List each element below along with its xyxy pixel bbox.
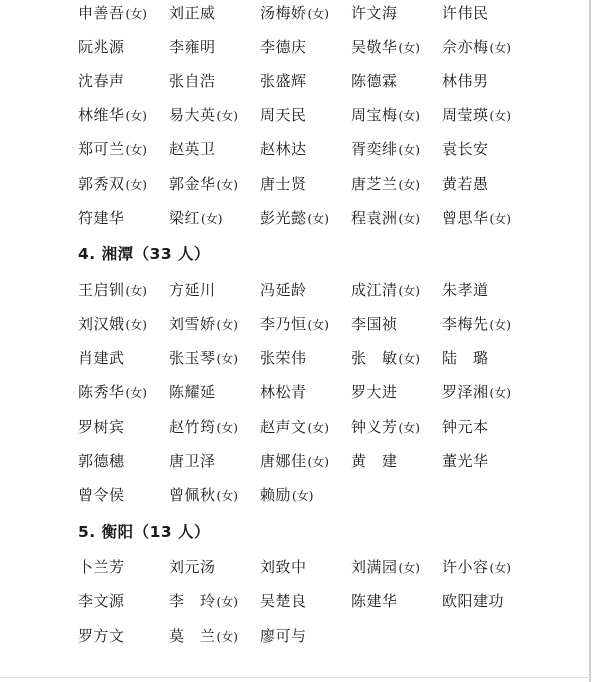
female-marker: (女) [307, 211, 329, 226]
female-marker: (女) [489, 109, 511, 124]
name-entry [351, 70, 442, 91]
name-entry [169, 70, 260, 91]
person-name: 董光华 [442, 451, 489, 470]
name-entry [260, 450, 351, 471]
name-entry [169, 556, 260, 577]
person-name: 王启钏 [78, 280, 125, 299]
person-name: 赵竹筠 [169, 417, 216, 436]
name-entry [78, 173, 169, 194]
name-row [78, 307, 578, 341]
name-entry [442, 450, 533, 471]
person-name: 陈秀华 [78, 383, 125, 402]
name-entry [351, 36, 442, 57]
female-marker: (女) [125, 386, 147, 401]
person-name: 卜兰芳 [78, 558, 125, 577]
name-entry [442, 207, 533, 228]
name-entry [260, 556, 351, 577]
female-marker: (女) [125, 177, 147, 192]
name-entry [169, 590, 260, 611]
female-marker: (女) [398, 420, 420, 435]
person-name: 许文海 [351, 3, 398, 22]
person-name: 梁红 [169, 208, 201, 227]
female-marker: (女) [307, 6, 329, 21]
person-name: 冯延龄 [260, 280, 307, 299]
name-entry [351, 416, 442, 437]
person-name: 林维华 [78, 106, 125, 125]
name-entry [442, 36, 533, 57]
person-name: 李德庆 [260, 37, 307, 56]
name-entry [78, 416, 169, 437]
name-entry [78, 381, 169, 402]
female-marker: (女) [489, 386, 511, 401]
person-name: 张盛辉 [260, 71, 307, 90]
section-0 [78, 0, 578, 234]
name-row [78, 477, 578, 511]
name-entry [260, 70, 351, 91]
name-entry [442, 138, 533, 159]
name-entry [351, 279, 442, 300]
female-marker: (女) [489, 40, 511, 55]
name-row [78, 200, 578, 234]
female-marker: (女) [216, 318, 238, 333]
person-name: 许伟民 [442, 3, 489, 22]
name-entry [442, 347, 533, 368]
person-name: 赵林达 [260, 140, 307, 159]
name-entry [78, 2, 169, 23]
name-entry [169, 416, 260, 437]
female-marker: (女) [216, 352, 238, 367]
person-name: 申善吾 [78, 3, 125, 22]
female-marker: (女) [292, 489, 314, 504]
name-row [78, 341, 578, 375]
name-entry [169, 450, 260, 471]
person-name: 刘汉娥 [78, 315, 125, 334]
female-marker: (女) [216, 420, 238, 435]
person-name: 刘正威 [169, 3, 216, 22]
female-marker: (女) [398, 40, 420, 55]
person-name: 李 玲 [169, 592, 216, 611]
female-marker: (女) [489, 561, 511, 576]
name-row [78, 409, 578, 443]
name-entry [78, 279, 169, 300]
name-row [78, 272, 578, 306]
name-entry [260, 104, 351, 125]
name-entry [260, 416, 351, 437]
name-entry [78, 36, 169, 57]
name-entry [351, 138, 442, 159]
person-name: 刘致中 [260, 558, 307, 577]
name-entry [351, 450, 442, 471]
name-entry [442, 590, 533, 611]
name-entry [78, 556, 169, 577]
female-marker: (女) [489, 211, 511, 226]
person-name: 沈春声 [78, 71, 125, 90]
person-name: 罗树宾 [78, 417, 125, 436]
person-name: 唐卫泽 [169, 451, 216, 470]
name-entry [442, 279, 533, 300]
person-name: 李乃恒 [260, 315, 307, 334]
person-name: 肖建武 [78, 349, 125, 368]
person-name: 莫 兰 [169, 626, 216, 645]
name-entry [78, 313, 169, 334]
name-row [78, 0, 578, 29]
name-row [78, 132, 578, 166]
person-name: 刘满园 [351, 558, 398, 577]
person-name: 张 敏 [351, 349, 398, 368]
person-name: 陈耀延 [169, 383, 216, 402]
person-name: 张玉琴 [169, 349, 216, 368]
name-row [78, 375, 578, 409]
person-name: 易大英 [169, 106, 216, 125]
name-entry [442, 70, 533, 91]
person-name: 胥奕绯 [351, 140, 398, 159]
person-name: 罗大进 [351, 383, 398, 402]
name-row [78, 166, 578, 200]
person-name: 曾令侯 [78, 486, 125, 505]
person-name: 吴敬华 [351, 37, 398, 56]
person-name: 郭德穗 [78, 451, 125, 470]
person-name: 曾思华 [442, 208, 489, 227]
name-entry [260, 2, 351, 23]
name-list-document [78, 0, 578, 652]
female-marker: (女) [307, 454, 329, 469]
name-entry [260, 347, 351, 368]
name-entry [78, 590, 169, 611]
page-edge-bottom [0, 677, 592, 678]
person-name: 佘亦梅 [442, 37, 489, 56]
female-marker: (女) [125, 318, 147, 333]
name-entry [351, 556, 442, 577]
section-1 [78, 234, 578, 511]
person-name: 赵声文 [260, 417, 307, 436]
name-entry [260, 625, 351, 646]
person-name: 周天民 [260, 106, 307, 125]
name-entry [260, 207, 351, 228]
person-name: 林松青 [260, 383, 307, 402]
name-entry [169, 104, 260, 125]
person-name: 李梅先 [442, 315, 489, 334]
person-name: 钟义芳 [351, 417, 398, 436]
person-name: 朱孝道 [442, 280, 489, 299]
name-entry [78, 70, 169, 91]
name-entry [351, 173, 442, 194]
person-name: 周莹瑛 [442, 106, 489, 125]
person-name: 程袁洲 [351, 208, 398, 227]
name-entry [78, 450, 169, 471]
person-name: 刘元汤 [169, 558, 216, 577]
female-marker: (女) [398, 211, 420, 226]
person-name: 廖可与 [260, 626, 307, 645]
name-entry [260, 590, 351, 611]
person-name: 成江清 [351, 280, 398, 299]
page-edge [589, 0, 591, 682]
name-entry [169, 347, 260, 368]
name-entry [442, 173, 533, 194]
person-name: 李文源 [78, 592, 125, 611]
name-entry [351, 590, 442, 611]
person-name: 罗方文 [78, 626, 125, 645]
person-name: 陈德霖 [351, 71, 398, 90]
female-marker: (女) [216, 595, 238, 610]
female-marker: (女) [125, 6, 147, 21]
person-name: 方延川 [169, 280, 216, 299]
name-entry [442, 416, 533, 437]
name-entry [78, 207, 169, 228]
person-name: 黄 建 [351, 451, 398, 470]
person-name: 袁长安 [442, 140, 489, 159]
person-name: 李国祯 [351, 315, 398, 334]
person-name: 郭金华 [169, 174, 216, 193]
name-entry [169, 313, 260, 334]
person-name: 赖励 [260, 486, 292, 505]
person-name: 符建华 [78, 208, 125, 227]
person-name: 刘雪娇 [169, 315, 216, 334]
female-marker: (女) [489, 318, 511, 333]
section-heading: 5. 衡阳（13 人） [78, 522, 211, 541]
person-name: 彭光懿 [260, 208, 307, 227]
person-name: 郑可兰 [78, 140, 125, 159]
name-entry [78, 138, 169, 159]
name-entry [169, 484, 260, 505]
person-name: 汤梅娇 [260, 3, 307, 22]
name-row [78, 550, 578, 584]
female-marker: (女) [216, 109, 238, 124]
name-entry [260, 484, 351, 505]
name-entry [442, 313, 533, 334]
person-name: 钟元本 [442, 417, 489, 436]
name-entry [169, 279, 260, 300]
name-entry [351, 207, 442, 228]
name-entry [169, 36, 260, 57]
name-row [78, 63, 578, 97]
name-entry [442, 104, 533, 125]
section-heading: 4. 湘潭（33 人） [78, 245, 211, 264]
name-entry [442, 2, 533, 23]
person-name: 周宝梅 [351, 106, 398, 125]
person-name: 林伟男 [442, 71, 489, 90]
person-name: 张自浩 [169, 71, 216, 90]
name-row [78, 98, 578, 132]
female-marker: (女) [307, 318, 329, 333]
female-marker: (女) [125, 109, 147, 124]
name-row [78, 29, 578, 63]
person-name: 陈建华 [351, 592, 398, 611]
female-marker: (女) [216, 629, 238, 644]
female-marker: (女) [216, 489, 238, 504]
female-marker: (女) [398, 177, 420, 192]
name-entry [260, 279, 351, 300]
name-entry [351, 104, 442, 125]
female-marker: (女) [216, 177, 238, 192]
section-2 [78, 512, 578, 653]
name-entry [78, 347, 169, 368]
name-entry [260, 36, 351, 57]
person-name: 阮兆源 [78, 37, 125, 56]
female-marker: (女) [307, 420, 329, 435]
person-name: 李雍明 [169, 37, 216, 56]
name-entry [260, 381, 351, 402]
person-name: 唐士贤 [260, 174, 307, 193]
female-marker: (女) [201, 211, 223, 226]
name-entry [351, 2, 442, 23]
female-marker: (女) [398, 143, 420, 158]
person-name: 罗泽湘 [442, 383, 489, 402]
name-entry [442, 556, 533, 577]
person-name: 唐芝兰 [351, 174, 398, 193]
female-marker: (女) [125, 283, 147, 298]
name-row [78, 584, 578, 618]
female-marker: (女) [398, 352, 420, 367]
female-marker: (女) [125, 143, 147, 158]
name-entry [78, 625, 169, 646]
name-entry [169, 173, 260, 194]
person-name: 吴楚良 [260, 592, 307, 611]
name-entry [78, 484, 169, 505]
name-entry [351, 347, 442, 368]
person-name: 黄若愚 [442, 174, 489, 193]
name-entry [169, 2, 260, 23]
name-entry [351, 313, 442, 334]
person-name: 曾佩秋 [169, 486, 216, 505]
name-entry [260, 138, 351, 159]
name-row [78, 618, 578, 652]
female-marker: (女) [398, 283, 420, 298]
female-marker: (女) [398, 561, 420, 576]
female-marker: (女) [398, 109, 420, 124]
name-entry [351, 381, 442, 402]
name-entry [169, 381, 260, 402]
person-name: 张荣伟 [260, 349, 307, 368]
person-name: 陆 璐 [442, 349, 489, 368]
name-entry [260, 313, 351, 334]
name-entry [442, 381, 533, 402]
name-entry [78, 104, 169, 125]
person-name: 郭秀双 [78, 174, 125, 193]
person-name: 欧阳建功 [442, 592, 505, 611]
person-name: 唐娜佳 [260, 451, 307, 470]
person-name: 赵英卫 [169, 140, 216, 159]
name-entry [169, 138, 260, 159]
name-row [78, 443, 578, 477]
person-name: 许小容 [442, 558, 489, 577]
name-entry [169, 207, 260, 228]
name-entry [169, 625, 260, 646]
name-entry [260, 173, 351, 194]
